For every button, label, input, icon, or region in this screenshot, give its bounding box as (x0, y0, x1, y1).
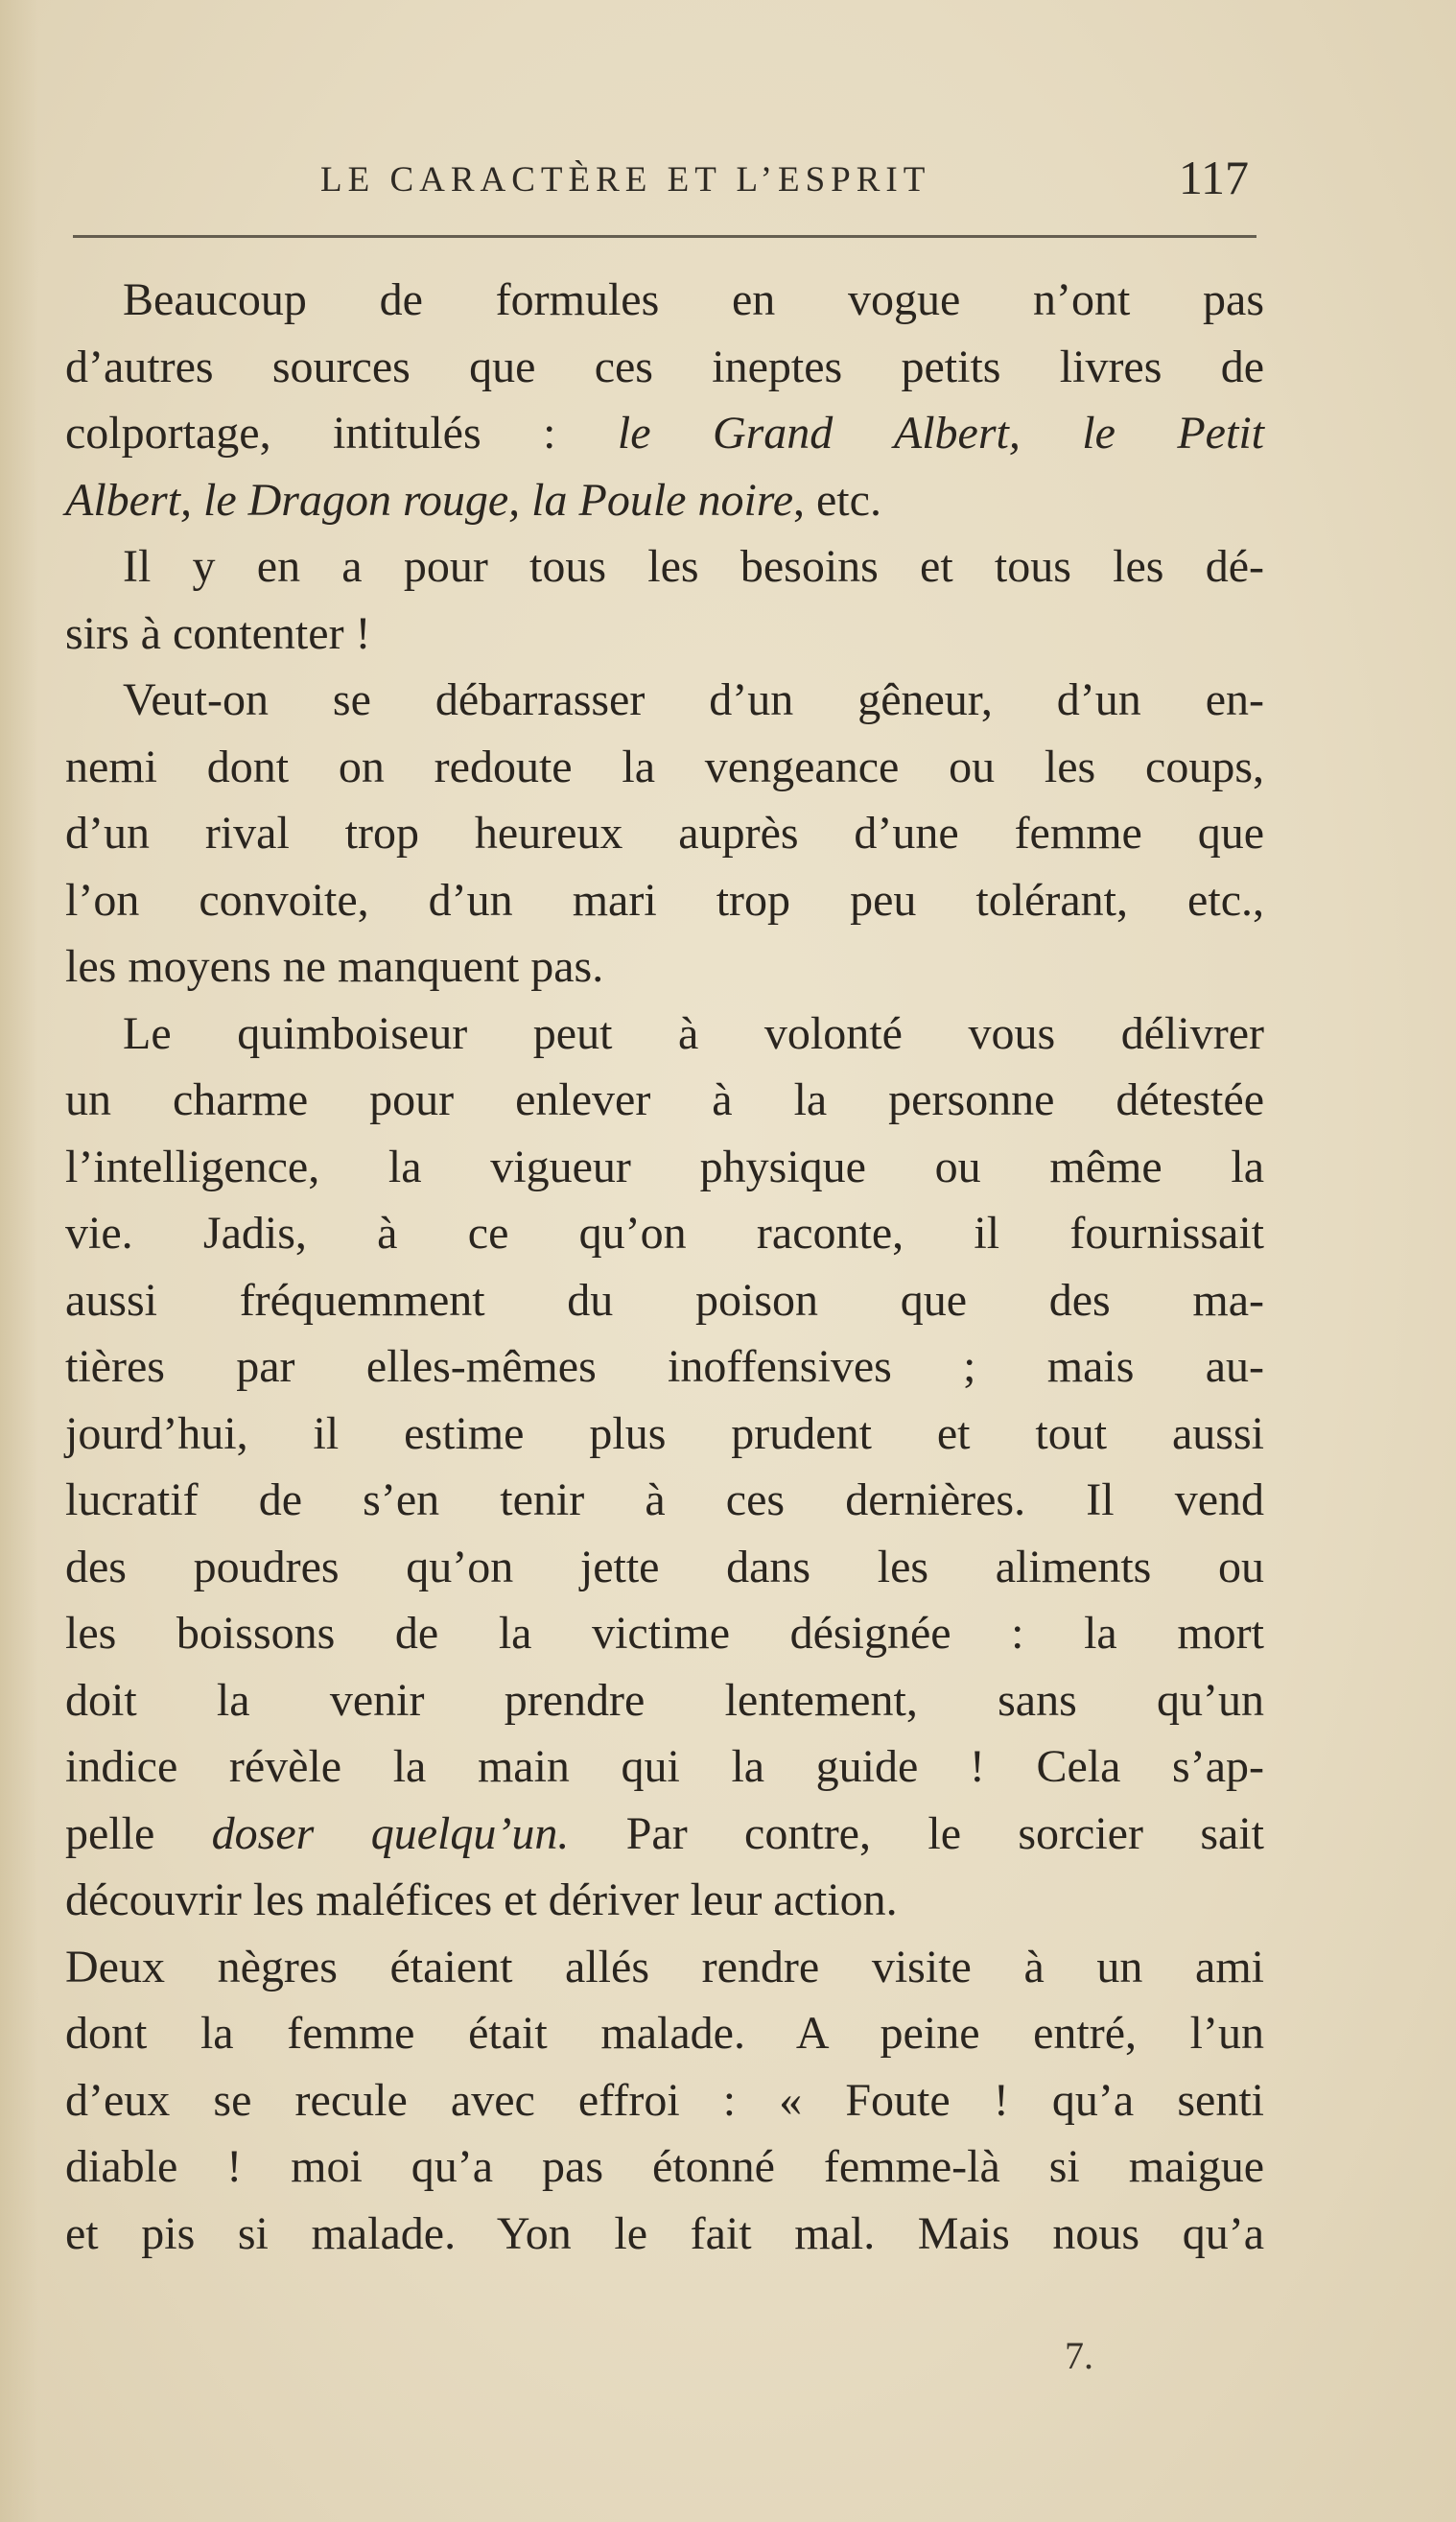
page-number: 117 (1178, 151, 1249, 204)
text-line: sirs à contenter ! (65, 607, 371, 659)
text-line: les moyens ne manquent pas. (65, 941, 604, 992)
text-line: Deux nègres étaient allés rendre visite à un ami (65, 1941, 1264, 1992)
text-line: l’intelligence, la vigueur physique ou même la (65, 1141, 1264, 1192)
text-line: Albert, le Dragon rouge, la Poule noire, etc. (65, 474, 881, 526)
text-line: nemi dont on redoute la vengeance ou les coups, (65, 741, 1264, 792)
text-line: Beaucoup de formules en vogue n’ont pas (123, 274, 1264, 325)
running-head (73, 142, 1256, 219)
text-line: et pis si malade. Yon le fait mal. Mais nous qu’a (65, 2207, 1264, 2259)
text-line: diable ! moi qu’a pas étonné femme-là si maigue (65, 2141, 1264, 2192)
body-text (65, 267, 1264, 2267)
text-line: des poudres qu’on jette dans les aliments ou (65, 1541, 1264, 1592)
text-line: pelle doser quelqu’un. Par contre, le sorcier sait (65, 1807, 1264, 1859)
text-line: d’un rival trop heureux auprès d’une femme que (65, 808, 1264, 859)
header-rule (73, 235, 1256, 238)
text-line: Le quimboiseur peut à volonté vous délivrer (123, 1007, 1264, 1059)
text-line: dont la femme était malade. A peine entré, l’un (65, 2008, 1264, 2059)
text-line: d’eux se recule avec effroi : « Foute ! qu’a senti (65, 2074, 1264, 2126)
text-line: l’on convoite, d’un mari trop peu tolérant, etc., (65, 874, 1264, 926)
text-line: découvrir les maléfices et dériver leur action. (65, 1874, 898, 1925)
text-line: colportage, intitulés : le Grand Albert, le Petit (65, 408, 1264, 459)
signature-mark: 7. (1065, 2334, 1093, 2377)
text-line: vie. Jadis, à ce qu’on raconte, il fournissait (65, 1208, 1264, 1259)
text-line: aussi fréquemment du poison que des ma- (65, 1274, 1264, 1326)
text-line: les boissons de la victime désignée : la mort (65, 1608, 1264, 1659)
text-line: tières par elles-mêmes inoffensives ; mais au- (65, 1341, 1264, 1392)
text-line: Il y en a pour tous les besoins et tous les dé- (123, 541, 1264, 592)
text-line: Veut-on se débarrasser d’un gêneur, d’un en- (123, 674, 1264, 725)
text-line: lucratif de s’en tenir à ces dernières. Il vend (65, 1474, 1264, 1525)
page-edge-shadow (0, 0, 38, 2522)
text-line: doit la venir prendre lentement, sans qu’un (65, 1674, 1264, 1726)
text-line: d’autres sources que ces ineptes petits livres de (65, 341, 1264, 392)
text-line: indice révèle la main qui la guide ! Cela s’ap- (65, 1741, 1264, 1792)
running-title: LE CARACTÈRE ET L’ESPRIT (320, 160, 931, 200)
text-line: un charme pour enlever à la personne détestée (65, 1074, 1264, 1125)
text-line: jourd’hui, il estime plus prudent et tout aussi (65, 1407, 1264, 1459)
